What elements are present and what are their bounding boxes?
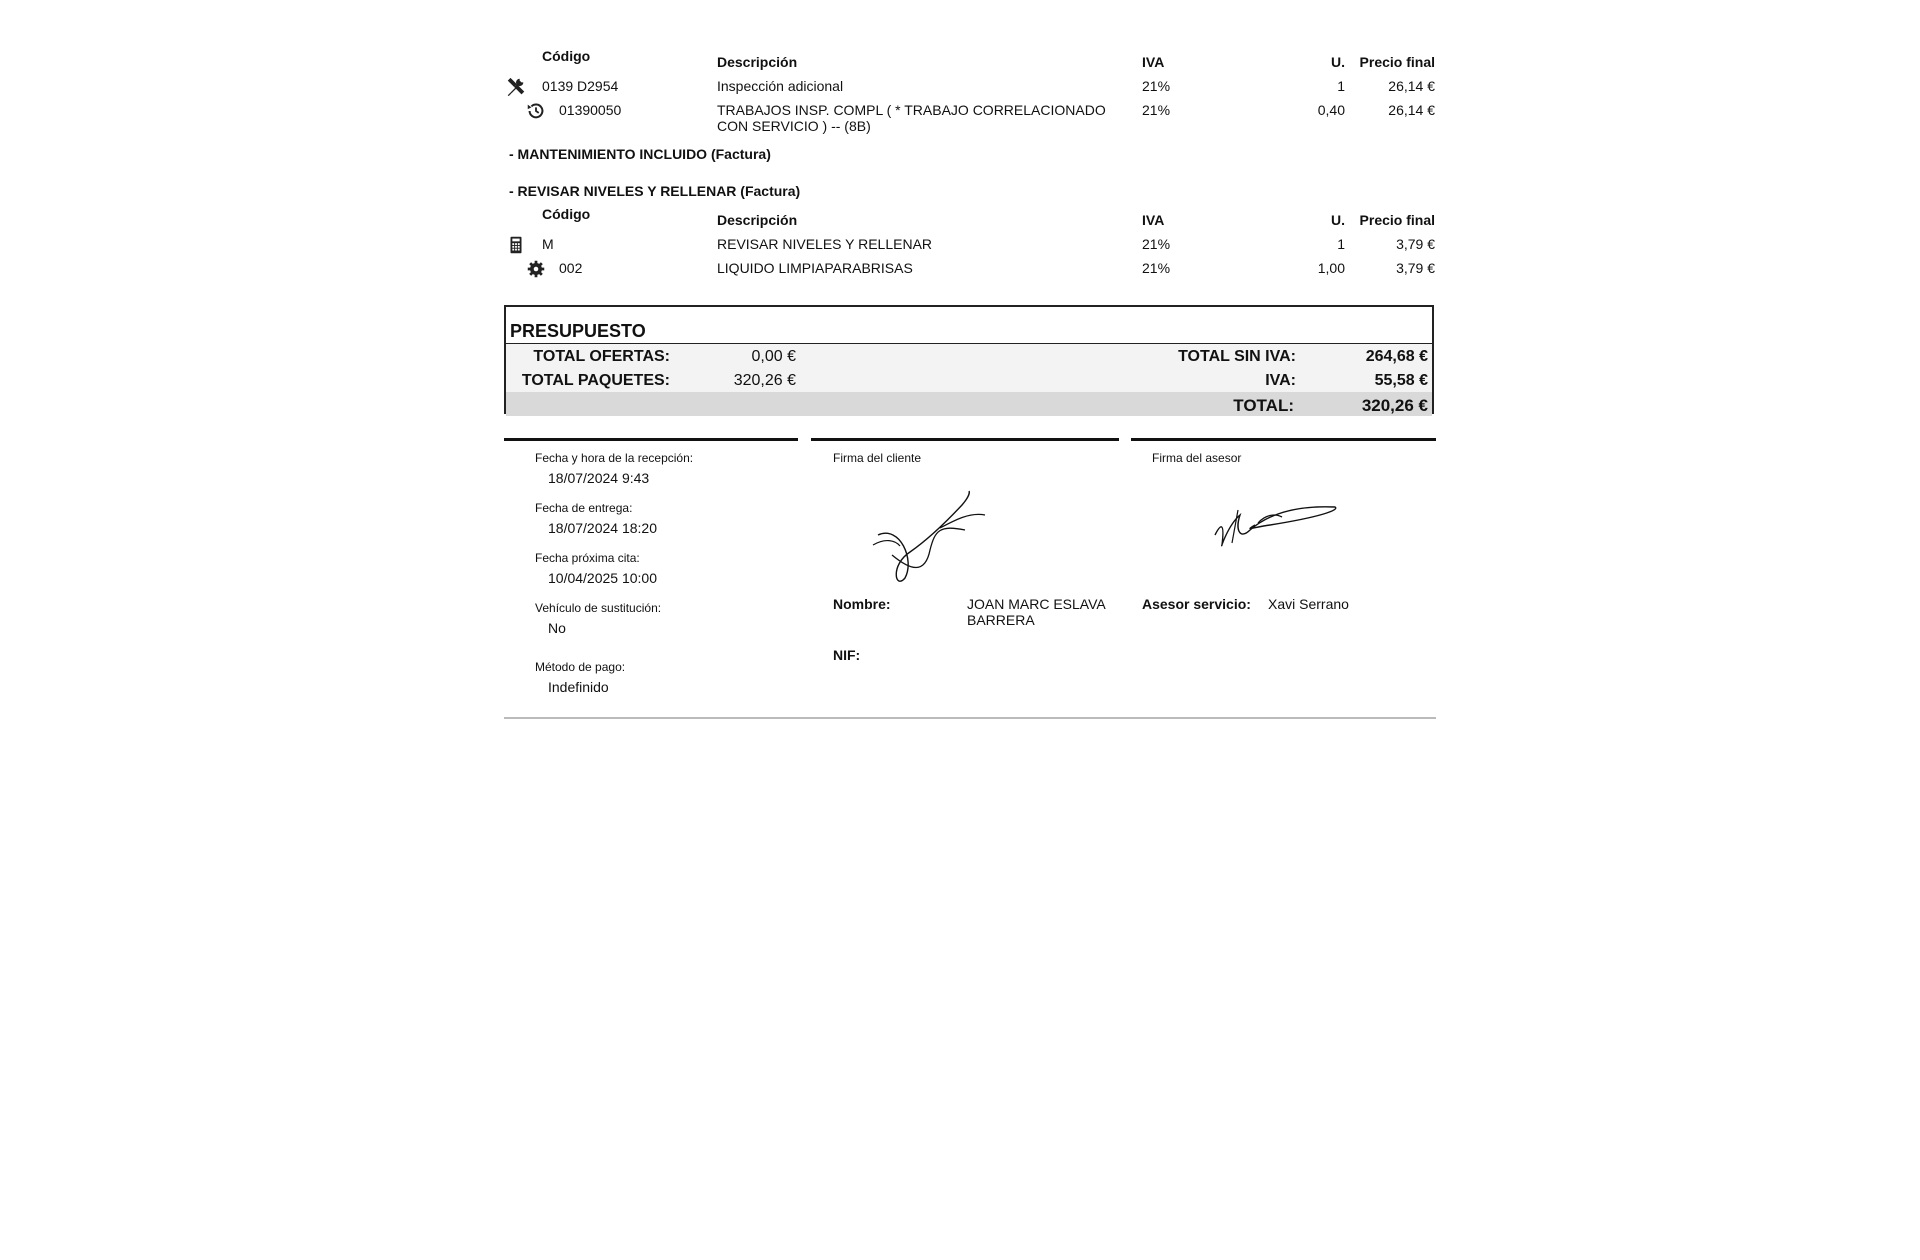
items-table-2 <box>505 206 1435 282</box>
budget-total-row <box>506 392 1432 416</box>
item-code: 002 <box>559 260 583 276</box>
item-iva: 21% <box>1142 260 1171 276</box>
advisor-value: Xavi Serrano <box>1268 596 1349 612</box>
total-value: 320,26 € <box>1361 396 1428 415</box>
column-description: Descripción <box>717 54 798 70</box>
name-label: Nombre: <box>833 596 891 612</box>
column-units: U. <box>1331 212 1345 228</box>
column-code: Código <box>542 48 591 64</box>
column-iva: IVA <box>1142 54 1165 70</box>
items-table-1 <box>505 48 1435 144</box>
item-iva: 21% <box>1142 236 1171 252</box>
total-packages-label: TOTAL PAQUETES: <box>521 372 670 389</box>
table-row <box>505 258 1435 282</box>
bottom-rule <box>504 717 1436 719</box>
total-label: TOTAL: <box>1233 396 1294 415</box>
nif-label: NIF: <box>833 647 861 663</box>
section-maintenance-title: - MANTENIMIENTO INCLUIDO (Factura) <box>509 146 771 162</box>
replacement-vehicle-label: Vehículo de sustitución: <box>535 601 662 615</box>
client-signature-label: Firma del cliente <box>833 451 922 465</box>
section-levels-title: - REVISAR NIVELES Y RELLENAR (Factura) <box>509 183 801 199</box>
total-no-vat-value: 264,68 € <box>1365 348 1428 365</box>
column-description: Descripción <box>717 212 798 228</box>
item-iva: 21% <box>1142 102 1171 118</box>
advisor-signature-label: Firma del asesor <box>1152 451 1242 465</box>
item-price: 3,79 € <box>1396 236 1435 252</box>
reception-label: Fecha y hora de la recepción: <box>535 451 694 465</box>
budget-row <box>506 344 1432 368</box>
payment-method-label: Método de pago: <box>535 660 626 674</box>
column-final-price: Precio final <box>1359 54 1435 70</box>
table-header <box>505 48 1435 76</box>
budget-title: PRESUPUESTO <box>510 321 646 341</box>
vat-label: IVA: <box>1265 372 1296 389</box>
replacement-vehicle-value: No <box>548 620 566 636</box>
next-appointment-label: Fecha próxima cita: <box>535 551 640 565</box>
table-header <box>505 206 1435 234</box>
payment-method-value: Indefinido <box>548 679 609 695</box>
item-description: Inspección adicional <box>717 78 844 94</box>
client-signature <box>870 490 1000 590</box>
total-packages-value: 320,26 € <box>733 372 796 389</box>
item-units: 1,00 <box>1317 260 1345 276</box>
budget-row <box>506 368 1432 392</box>
history-icon <box>525 100 549 120</box>
item-price: 26,14 € <box>1388 102 1435 118</box>
item-units: 0,40 <box>1317 102 1345 118</box>
column-rule-left <box>504 438 798 441</box>
column-units: U. <box>1331 54 1345 70</box>
column-iva: IVA <box>1142 212 1165 228</box>
column-rule-center <box>811 438 1119 441</box>
delivery-label: Fecha de entrega: <box>535 501 633 515</box>
table-row <box>505 76 1435 100</box>
column-code: Código <box>542 206 591 222</box>
gear-icon <box>525 258 549 278</box>
advisor-signature <box>1210 495 1350 555</box>
calculator-icon <box>505 234 529 254</box>
item-iva: 21% <box>1142 78 1171 94</box>
item-price: 26,14 € <box>1388 78 1435 94</box>
total-no-vat-label: TOTAL SIN IVA: <box>1178 348 1296 365</box>
column-final-price: Precio final <box>1359 212 1435 228</box>
item-code: 0139 D2954 <box>542 78 619 94</box>
item-description: REVISAR NIVELES Y RELLENAR <box>717 236 933 252</box>
wrench-icon <box>505 76 529 96</box>
item-units: 1 <box>1337 78 1345 94</box>
advisor-label: Asesor servicio: <box>1142 596 1251 612</box>
item-units: 1 <box>1337 236 1345 252</box>
item-code: 01390050 <box>559 102 622 118</box>
reception-value: 18/07/2024 9:43 <box>548 470 650 486</box>
delivery-value: 18/07/2024 18:20 <box>548 520 657 536</box>
item-price: 3,79 € <box>1396 260 1435 276</box>
table-row <box>505 234 1435 258</box>
column-rule-right <box>1131 438 1436 441</box>
vat-value: 55,58 € <box>1374 372 1428 389</box>
item-description: LIQUIDO LIMPIAPARABRISAS <box>717 260 913 276</box>
total-offers-value: 0,00 € <box>751 348 796 365</box>
total-offers-label: TOTAL OFERTAS: <box>533 348 670 365</box>
item-description: TRABAJOS INSP. COMPL ( * TRABAJO CORRELACIONADO CON SERVICIO ) -- (8B) <box>717 102 1106 134</box>
item-code: M <box>542 236 554 252</box>
table-row <box>505 100 1435 144</box>
next-appointment-value: 10/04/2025 10:00 <box>548 570 657 586</box>
budget-box <box>504 305 1434 414</box>
name-value: JOAN MARC ESLAVA BARRERA <box>967 596 1105 628</box>
